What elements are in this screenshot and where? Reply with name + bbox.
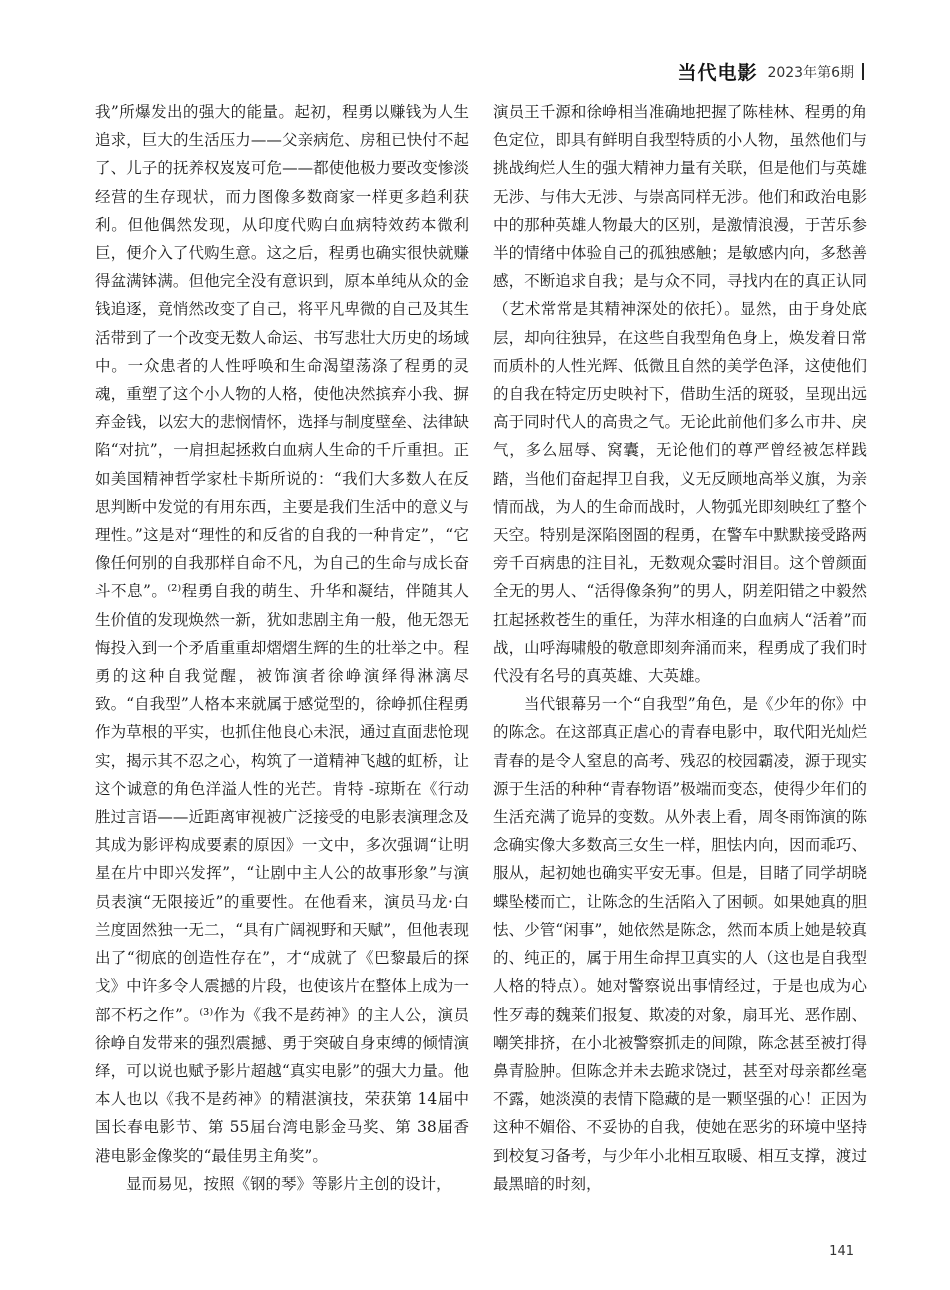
running-header xyxy=(677,58,864,85)
right-column xyxy=(493,98,867,1198)
body-paragraph: 我”所爆发出的强大的能量。起初，程勇以赚钱为人生追求，巨大的生活压力——父亲病危、房租已快付不起了、儿子的抚养权岌岌可危——都使他极力要改变惨淡经营的生存现状，而力图像多数商家一样更多趋利获利。但他偶然发现，从印度代购白血病特效药本微利巨，便介入了代购生意。这之后，程勇也确实很快就赚得盆满钵满。但他完全没有意识到，原本单纯从众的金钱追逐，竟悄然改变了自己，将平凡卑微的自己及其生活带到了一个改变无数人命运、书写悲壮大历史的场域中。一众患者的人性呼唤和生命渴望荡涤了程勇的灵魂，重塑了这个小人物的人格，使他决然摈弃小我、摒弃金钱，以宏大的悲悯情怀，选择与制度壁垒、法律缺陷“对抗”，一肩担起拯救白血病人生命的千斤重担。正如美国精神哲学家杜卡斯所说的：“我们大多数人在反思判断中发觉的有用东西，主要是我们生活中的意义与理性。”这是对“理性的和反省的自我的一种肯定”，“它像任何别的自我那样自命不凡，为自己的生命与成长奋斗不息”。⁽²⁾程勇自我的萌生、升华和凝结，伴随其人生价值的发现焕然一新，犹如悲剧主角一般，他无怨无悔投入到一个矛盾重重却熠熠生辉的生的壮举之中。程勇的这种自我觉醒，被饰演者徐峥演绎得淋漓尽致。“自我型”人格本来就属于感觉型的，徐峥抓住程勇作为草根的平实，也抓住他良心未泯，通过直面悲怆现实，揭示其不忍之心，构筑了一道精神飞越的虹桥，让这个诚意的角色洋溢人性的光芒。肯特 -琼斯在《行动胜过言语——近距离审视被广泛接受的电影表演理念及其成为影评构成要素的原因》一文中，多次强调“让明星在片中即兴发挥”，“让剧中主人公的故事形象”与演员表演“无限接近”的重要性。在他看来，演员马龙·白兰度固然独一无二，“具有广阔视野和天赋”，但他表现出了“彻底的创造性存在”，才“成就了《巴黎最后的探戈》中许多令人震撼的片段，也使该片在整体上成为一部不朽之作”。⁽³⁾作为《我不是药神》的主人公，演员徐峥自发带来的强烈震撼、勇于突破自身束缚的倾情演绎，可以说也赋予影片超越“真实电影”的强大力量。他本人也以《我不是药神》的精湛演技，荣获第 14届中国长春电影节、第 55届台湾电影金马奖、第 38届香港电影金像奖的“最佳男主角奖”。 xyxy=(95,103,469,1165)
body-paragraph: 演员王千源和徐峥相当准确地把握了陈桂林、程勇的角色定位，即具有鲜明自我型特质的小人物，虽然他们与挑战绚烂人生的强大精神力量有关联，但是他们与英雄无涉、与伟大无涉、与崇高同样无涉。他们和政治电影中的那种英雄人物最大的区别，是激情浪漫，于苦乐参半的情绪中体验自己的孤独感触；是敏感内向，多愁善感，不断追求自我；是与众不同，寻找内在的真正认同（艺术常常是其精神深处的依托）。显然，由于身处底层，却向往独异，在这些自我型角色身上，焕发着日常而质朴的人性光辉、低微且自然的美学色泽，这使他们的自我在特定历史映衬下，借助生活的斑驳，呈现出远高于同时代人的高贵之气。无论此前他们多么市井、戾气，多么屈辱、窝囊，无论他们的尊严曾经被怎样践踏，当他们奋起捍卫自我，义无反顾地高举义旗，为亲情而战，为人的生命而战时，人物弧光即刻映红了整个天空。特别是深陷囹圄的程勇，在警车中默默接受路两旁千百病患的注目礼，无数观众霎时泪目。这个曾颜面全无的男人、“活得像条狗”的男人，阴差阳错之中毅然扛起拯救苍生的重任，为萍水相逢的白血病人“活着”而战，山呼海啸般的敬意即刻奔涌而来，程勇成了我们时代没有名号的真英雄、大英雄。 xyxy=(493,103,867,686)
header-divider xyxy=(862,63,864,80)
issue-label: 2023年第6期 xyxy=(767,64,854,81)
left-column xyxy=(95,98,469,1198)
journal-name: 当代电影 xyxy=(677,62,758,84)
body-paragraph: 当代银幕另一个“自我型”角色，是《少年的你》中的陈念。在这部真正虐心的青春电影中，取代阳光灿烂青春的是令人窒息的高考、残忍的校园霸凌，源于现实源于生活的种种“青春物语”极端而变态，使得少年们的生活充满了诡异的变数。从外表上看，周冬雨饰演的陈念确实像大多数高三女生一样，胆怯内向，因而乖巧、服从，起初她也确实平安无事。但是，目睹了同学胡晓蝶坠楼而亡，让陈念的生活陷入了困顿。如果她真的胆怯、少管“闲事”，她依然是陈念，然而本质上她是较真的、纯正的，属于用生命捍卫真实的人（这也是自我型人格的特点）。她对警察说出事情经过，于是也成为心性歹毒的魏莱们报复、欺凌的对象，扇耳光、恶作剧、嘲笑排挤，在小北被警察抓走的间隙，陈念甚至被打得鼻青脸肿。但陈念并未去跪求饶过，甚至对母亲都丝毫不露，她淡漠的表情下隐藏的是一颗坚强的心！正因为这种不媚俗、不妥协的自我，使她在恶劣的环境中坚持到校复习备考，与少年小北相互取暖、相互支撑，渡过最黑暗的时刻， xyxy=(493,695,867,1193)
body-paragraph: 显而易见，按照《钢的琴》等影片主创的设计， xyxy=(126,1174,452,1193)
page-number: 141 xyxy=(829,1244,854,1259)
